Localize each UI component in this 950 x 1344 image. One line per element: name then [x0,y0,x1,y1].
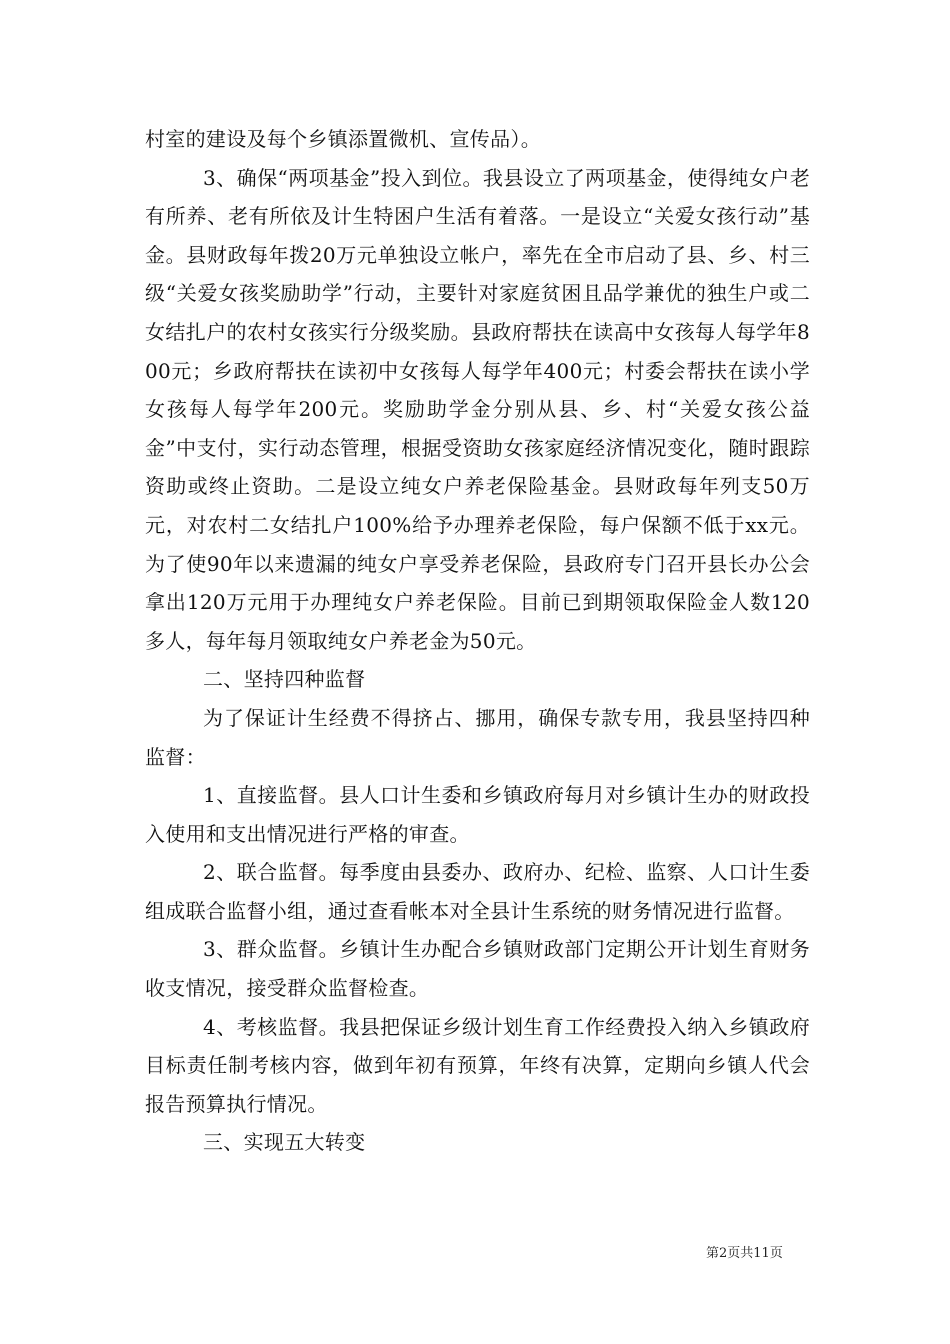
paragraph-supervision-intro: 为了保证计生经费不得挤占、挪用，确保专款专用，我县坚持四种监督： [145,705,810,769]
page-number-footer: 第2页共11页 [706,1246,783,1261]
section-heading-four-supervisions: 二、坚持四种监督 [203,667,366,692]
document-body [145,120,810,1162]
section-heading-five-transformations: 三、实现五大转变 [203,1130,366,1155]
paragraph-continuation: 村室的建设及每个乡镇添置微机、宣传品）。 [145,127,541,151]
paragraph-joint-supervision: 2、联合监督。每季度由县委办、政府办、纪检、监察、人口计生委组成联合监督小组，通过查看帐本对全县计生系统的财务情况进行监督。 [145,860,810,923]
paragraph-two-funds: 3、确保“两项基金”投入到位。我县设立了两项基金，使得纯女户老有所养、老有所依及计生特困户生活有着落。一是设立“关爱女孩行动”基金。县财政每年拨20万元单独设立帐户，率先在全市启动了县、乡、村三级“关爱女孩奖励助学”行动，主要针对家庭贫困且品学兼优的独生户或二女结扎户的农村女孩实行分级奖励。县政府帮扶在读高中女孩每人每学年800元；乡政府帮扶在读初中女孩每人每学年400元；村委会帮扶在读小学女孩每人每学年200元。奖励助学金分别从县、乡、村“关爱女孩公益金”中支付，实行动态管理，根据受资助女孩家庭经济情况变化，随时跟踪资助或终止资助。二是设立纯女户养老保险基金。县财政每年列支50万元，对农村二女结扎户100%给予办理养老保险，每户保额不低于xx元。为了使90年以来遗漏的纯女户享受养老保险，县政府专门召开县长办公会拿出120万元用于办理纯女户养老保险。目前已到期领取保险金人数120多人，每年每月领取纯女户养老金为50元。 [145,165,810,653]
paragraph-direct-supervision: 1、直接监督。县人口计生委和乡镇政府每月对乡镇计生办的财政投入使用和支出情况进行严格的审查。 [145,783,810,846]
paragraph-public-supervision: 3、群众监督。乡镇计生办配合乡镇财政部门定期公开计划生育财务收支情况，接受群众监督检查。 [145,937,810,1001]
paragraph-assessment-supervision: 4、考核监督。我县把保证乡级计划生育工作经费投入纳入乡镇政府目标责任制考核内容，做到年初有预算，年终有决算，定期向乡镇人代会报告预算执行情况。 [145,1014,810,1116]
